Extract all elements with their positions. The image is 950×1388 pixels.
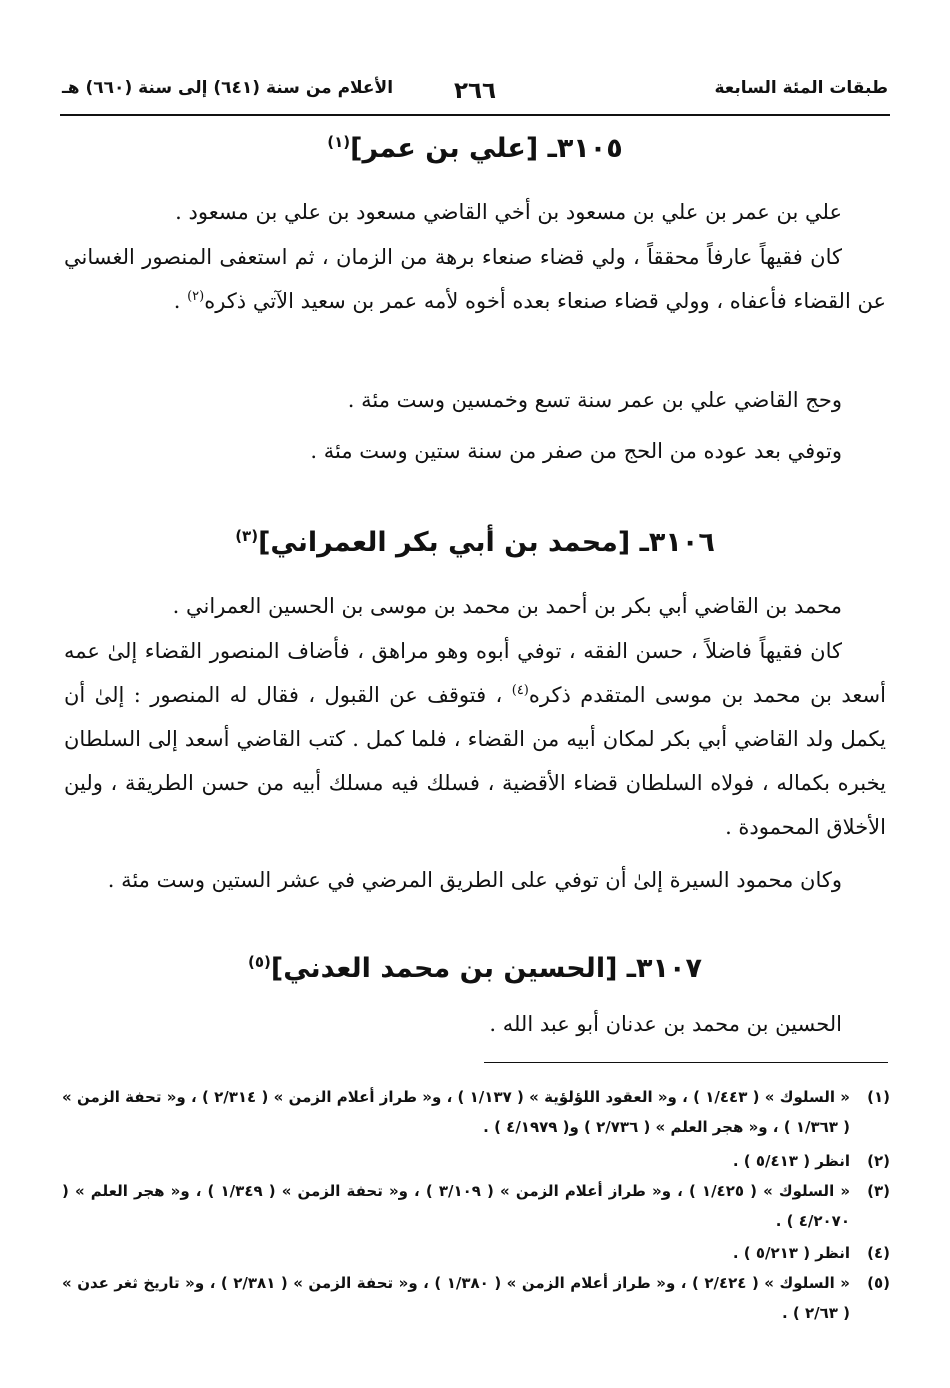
paragraph bbox=[64, 378, 886, 422]
footnote-text: انظر ( ٥/٤١٣ ) . bbox=[732, 1152, 850, 1170]
entry-title-text: ٣١٠٧ـ [الحسين بن محمد العدني] bbox=[270, 953, 702, 984]
entry-title-text: ٣١٠٦ـ [محمد بن أبي بكر العمراني] bbox=[258, 527, 715, 558]
footnote-ref: (١) bbox=[327, 133, 351, 151]
paragraph bbox=[64, 190, 886, 234]
running-header-left: الأعلام من سنة (٦٤١) إلى سنة (٦٦٠) هـ bbox=[62, 78, 394, 98]
paragraph-text: كان فقيهاً فاضلاً ، حسن الفقه ، توفي أبوه وهو مراهق ، فأضاف المنصور القضاء إلىٰ عمه أسعد بن محمد بن موسى المتقدم ذكره bbox=[64, 639, 886, 707]
footnote bbox=[62, 1268, 890, 1328]
footnote bbox=[62, 1176, 890, 1236]
paragraph-text: علي بن عمر بن علي بن مسعود بن أخي القاضي مسعود بن علي بن مسعود . bbox=[175, 200, 842, 224]
paragraph-text: كان فقيهاً عارفاً محققاً ، ولي قضاء صنعاء برهة من الزمان ، ثم استعفى المنصور الغساني عن القضاء فأعفاه ، وولي قضاء صنعاء بعده أخوه لأمه عمر بن سعيد الآتي ذكره bbox=[64, 245, 886, 313]
footnote-text: انظر ( ٥/٢١٣ ) . bbox=[732, 1244, 850, 1262]
footnote-text: « السلوك » ( ٢/٤٢٤ ) ، و« طراز أعلام الزمن » ( ١/٣٨٠ ) ، و« تحفة الزمن » ( ٢/٣٨١ ) ، و« تاريخ ثغر عدن » ( ٢/٦٣ ) . bbox=[62, 1274, 850, 1322]
footnote-number: (٥) bbox=[867, 1274, 890, 1292]
paragraph-text: وحج القاضي علي بن عمر سنة تسع وخمسين وست مئة . bbox=[347, 388, 842, 412]
footnote-number: (٢) bbox=[867, 1152, 890, 1170]
footnote-ref: (٢) bbox=[187, 289, 205, 304]
footnote-number: (٣) bbox=[867, 1182, 890, 1200]
footnote-number: (١) bbox=[867, 1088, 890, 1106]
paragraph bbox=[64, 429, 886, 473]
entry-title bbox=[0, 133, 950, 164]
footnote bbox=[62, 1082, 890, 1142]
entry-title-text: ٣١٠٥ـ [علي بن عمر] bbox=[350, 133, 623, 164]
entry-title bbox=[0, 527, 950, 558]
header-rule bbox=[60, 114, 890, 116]
paragraph-text: وكان محمود السيرة إلىٰ أن توفي على الطريق المرضي في عشر الستين وست مئة . bbox=[107, 868, 842, 892]
paragraph bbox=[64, 858, 886, 902]
paragraph-text-tail: ، فتوقف عن القبول ، فقال له المنصور : إلىٰ أن يكمل ولد القاضي أبي بكر لمكان أبيه من القضاء ، فلما كمل . كتب القاضي أسعد إلى السلطان يخبره بكماله ، فولاه السلطان قضاء الأقضية ، فسلك فيه مسلك أبيه من حسن الطريقة ، ولين الأخلاق المحمودة . bbox=[64, 683, 886, 839]
footnote-number: (٤) bbox=[867, 1244, 890, 1262]
paragraph bbox=[64, 1002, 886, 1046]
paragraph-text: وتوفي بعد عوده من الحج من صفر من سنة ستين وست مئة . bbox=[310, 439, 842, 463]
footnote-ref: (٥) bbox=[248, 953, 271, 971]
footnote-text: « السلوك » ( ١/٤٢٥ ) ، و« طراز أعلام الزمن » ( ٣/١٠٩ ) ، و« تحفة الزمن » ( ١/٣٤٩ ) ، و« هجر العلم » ( ٤/٢٠٧٠ ) . bbox=[62, 1182, 851, 1230]
footnote bbox=[62, 1146, 890, 1176]
page-number: ٢٦٦ bbox=[453, 78, 497, 104]
paragraph bbox=[64, 629, 886, 849]
paragraph bbox=[64, 235, 886, 323]
footnote-rule bbox=[484, 1062, 888, 1063]
paragraph-text-tail: . bbox=[173, 289, 188, 313]
footnote-ref: (٤) bbox=[511, 683, 529, 698]
footnote-ref: (٣) bbox=[235, 527, 259, 545]
entry-title bbox=[0, 953, 950, 984]
paragraph bbox=[64, 584, 886, 628]
footnote bbox=[62, 1238, 890, 1268]
paragraph-text: الحسين بن محمد بن عدنان أبو عبد الله . bbox=[489, 1012, 842, 1036]
footnote-text: « السلوك » ( ١/٤٤٣ ) ، و« العقود اللؤلؤية » ( ١/١٣٧ ) ، و« طراز أعلام الزمن » ( ٢/٣١٤ ) ، و« تحفة الزمن » ( ١/٣٦٣ ) ، و« هجر العلم » ( ٢/٧٣٦ ) و( ٤/١٩٧٩ ) . bbox=[62, 1088, 850, 1136]
running-header-right: طبقات المئة السابعة bbox=[714, 78, 888, 98]
paragraph-text: محمد بن القاضي أبي بكر بن أحمد بن محمد بن موسى بن الحسين العمراني . bbox=[172, 594, 842, 618]
